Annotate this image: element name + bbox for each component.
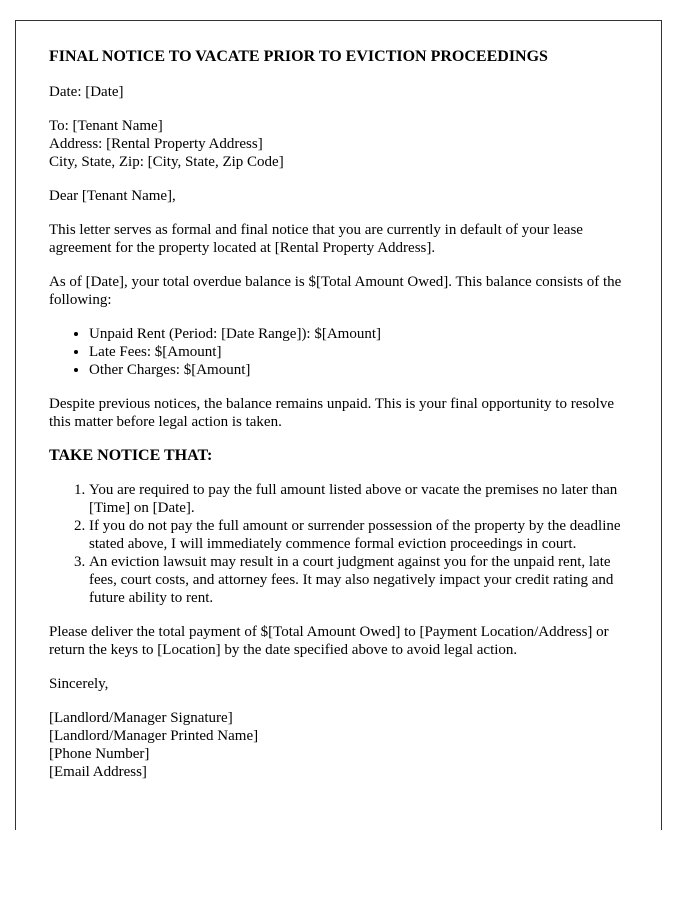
paragraph-payment: Please deliver the total payment of $[Total Amount Owed] to [Payment Location/Address] or return the keys to [Location] by the date specified above to avoid legal action. (49, 624, 609, 658)
recipient-city: City, State, Zip: [City, State, Zip Code] (49, 154, 284, 170)
charges-list (49, 325, 629, 379)
email-address: [Email Address] (49, 764, 147, 780)
paragraph-final-opportunity: Despite previous notices, the balance remains unpaid. This is your final opportunity to resolve this matter before legal action is taken. (49, 396, 615, 430)
salutation: Dear [Tenant Name], (49, 188, 176, 204)
list-item: 1. You are required to pay the full amount listed above or vacate the premises no later than [Time] on [Date]. (89, 481, 629, 517)
printed-name: [Landlord/Manager Printed Name] (49, 728, 259, 744)
phone-number: [Phone Number] (49, 746, 150, 762)
recipient-address: Address: [Rental Property Address] (49, 136, 263, 152)
list-item: 2. If you do not pay the full amount or surrender possession of the property by the deadline stated above, I will immediately commence formal eviction proceedings in court. (89, 517, 629, 553)
list-item: • Other Charges: $[Amount] (89, 361, 629, 379)
signature-block (49, 709, 629, 781)
letter-title: FINAL NOTICE TO VACATE PRIOR TO EVICTION PROCEEDINGS (49, 48, 548, 65)
recipient-block (49, 117, 629, 171)
recipient-name: To: [Tenant Name] (49, 118, 163, 134)
closing: Sincerely, (49, 676, 109, 692)
list-item: 3. An eviction lawsuit may result in a court judgment against you for the unpaid rent, late fees, court costs, and attorney fees. It may also negatively impact your credit rating and future ability to rent. (89, 553, 629, 607)
list-item: • Unpaid Rent (Period: [Date Range]): $[Amount] (89, 325, 629, 343)
paragraph-balance: As of [Date], your total overdue balance is $[Total Amount Owed]. This balance consists of the following: (49, 274, 622, 308)
paragraph-default: This letter serves as formal and final notice that you are currently in default of your lease agreement for the property located at [Rental Property Address]. (49, 222, 583, 256)
date-line: Date: [Date] (49, 84, 124, 100)
notice-list (49, 481, 629, 607)
signature: [Landlord/Manager Signature] (49, 710, 233, 726)
notice-heading: TAKE NOTICE THAT: (49, 447, 213, 464)
list-item: • Late Fees: $[Amount] (89, 343, 629, 361)
letter-page (15, 20, 662, 830)
